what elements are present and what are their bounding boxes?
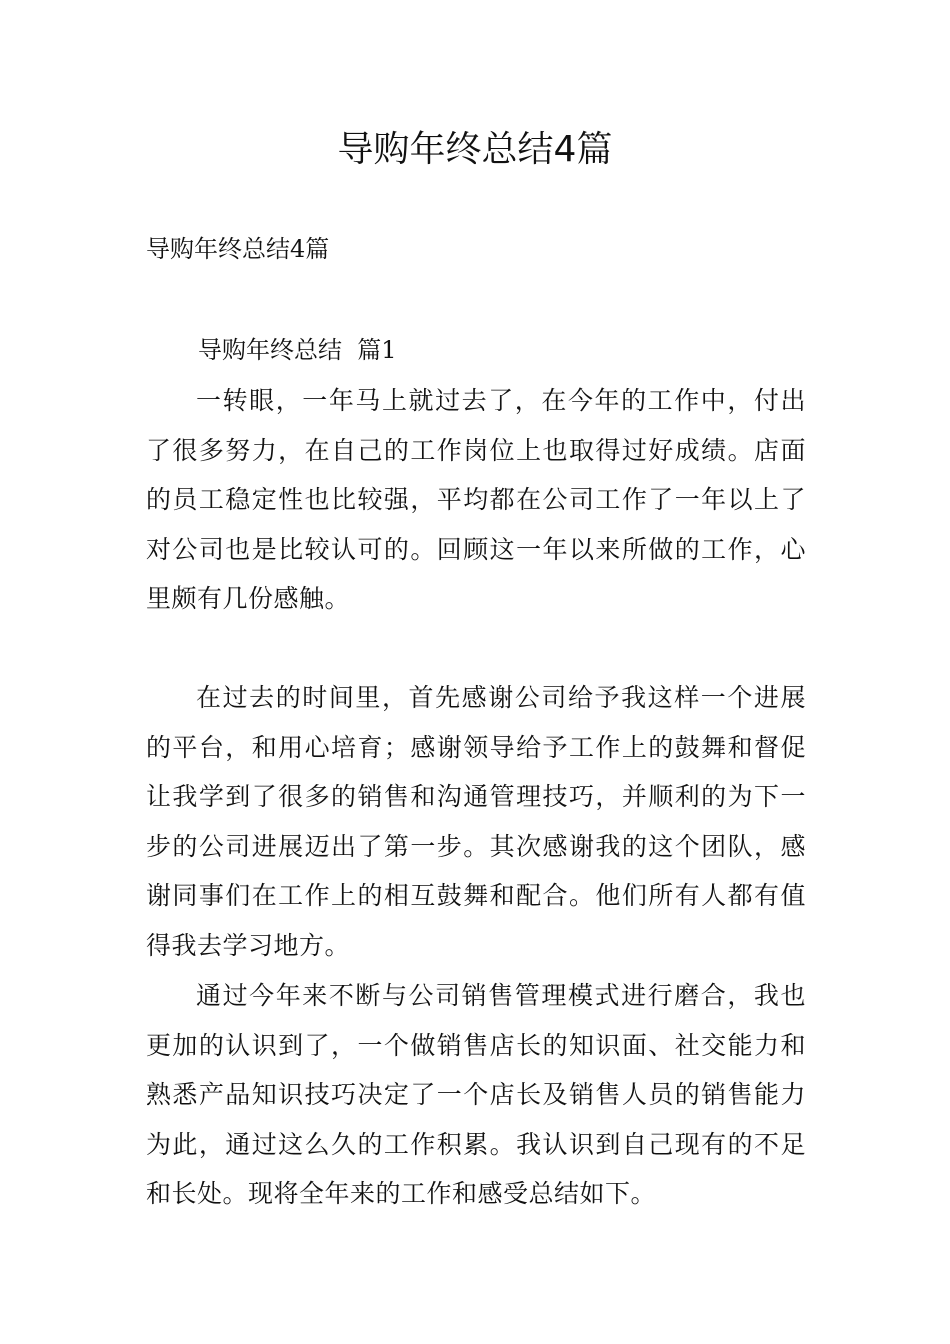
document-subtitle: 导购年终总结4篇 bbox=[146, 235, 330, 263]
paragraph: 在过去的时间里，首先感谢公司给予我这样一个进展的平台，和用心培育；感谢领导给予工作上的鼓舞和督促让我学到了很多的销售和沟通管理技巧，并顺利的为下一步的公司进展迈出了第一步。其次感谢我的这个团队，感谢同事们在工作上的相互鼓舞和配合。他们所有人都有值得我去学习地方。 bbox=[146, 683, 806, 960]
section-heading: 导购年终总结 篇1 bbox=[198, 336, 397, 364]
document-title: 导购年终总结4篇 bbox=[337, 129, 613, 170]
paragraph: 通过今年来不断与公司销售管理模式进行磨合，我也更加的认识到了，一个做销售店长的知识面、社交能力和熟悉产品知识技巧决定了一个店长及销售人员的销售能力为此，通过这么久的工作积累。我认识到自己现有的不足和长处。现将全年来的工作和感受总结如下。 bbox=[146, 981, 806, 1208]
paragraph: 一转眼，一年马上就过去了，在今年的工作中，付出了很多努力，在自己的工作岗位上也取得过好成绩。店面的员工稳定性也比较强，平均都在公司工作了一年以上了对公司也是比较认可的。回顾这一年以来所做的工作，心里颇有几份感触。 bbox=[146, 386, 806, 613]
